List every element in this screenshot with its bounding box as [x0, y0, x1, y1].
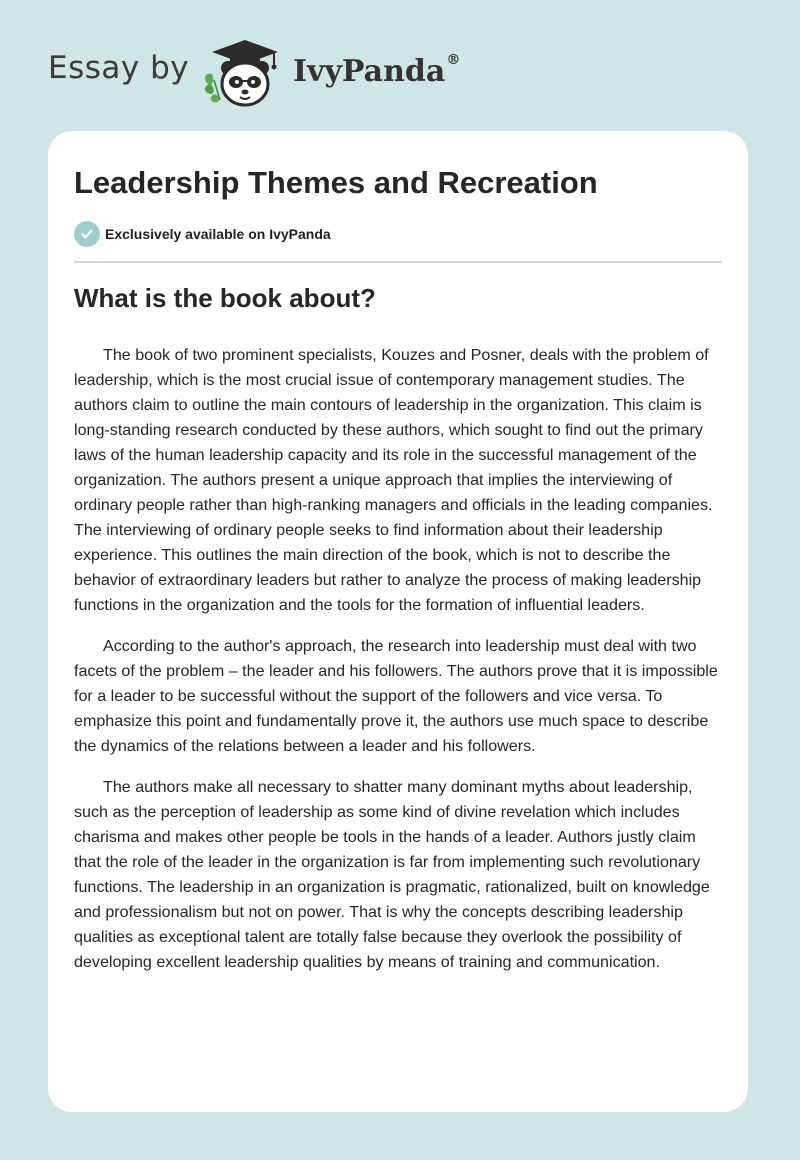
- article-title: Leadership Themes and Recreation: [74, 165, 598, 200]
- registered-mark: ®: [446, 52, 461, 68]
- divider: [74, 261, 722, 263]
- paragraph: The authors make all necessary to shatter many dominant myths about leadership, such as the perception of leadership as some kind of divine revelation which includes charisma and makes other people be tools in the hands of a leader. Authors justly claim that the role of the leader in the organization is far from implementing such revolutionary functions. The leadership in an organization is pragmatic, rationalized, built on knowledge and professionalism but not on power. That is why the concepts describing leadership qualities as exceptional talent are totally false because they overlook the possibility of developing excellent leadership qualities by means of training and communication.: [74, 778, 710, 971]
- site-header: [0, 0, 800, 130]
- exclusive-badge-label: Exclusively available on IvyPanda: [105, 226, 331, 242]
- paragraph: According to the author's approach, the research into leadership must deal with two facets of the problem – the leader and his followers. The authors prove that it is impossible for a leader to be successful without the support of the followers and vice versa. To emphasize this point and fundamentally prove it, the authors use much space to describe the dynamics of the relations between a leader and his followers.: [74, 637, 718, 755]
- check-circle-icon: [74, 221, 100, 247]
- article-card: [48, 131, 748, 1112]
- brand-logotype[interactable]: [293, 54, 460, 89]
- panda-logo-icon[interactable]: [200, 34, 290, 110]
- section-heading: What is the book about?: [74, 283, 376, 313]
- exclusive-badge: [74, 221, 331, 247]
- article-body: [74, 343, 726, 991]
- paragraph: The book of two prominent specialists, Kouzes and Posner, deals with the problem of leadership, which is the most crucial issue of contemporary management studies. The authors claim to outline the main contours of leadership in the organization. This claim is long-standing research conducted by these authors, which sought to find out the primary laws of the human leadership capacity and its role in the successful management of the organization. The authors present a unique approach that implies the interviewing of ordinary people rather than high-ranking managers and officials in the leading companies. The interviewing of ordinary people seeks to find information about their leadership experience. This outlines the main direction of the book, which is not to describe the behavior of extraordinary leaders but rather to analyze the process of making leadership functions in the organization and the tools for the formation of influential leaders.: [74, 346, 713, 614]
- brand-name: IvyPanda: [293, 54, 446, 89]
- essay-by-label: Essay by: [48, 50, 190, 86]
